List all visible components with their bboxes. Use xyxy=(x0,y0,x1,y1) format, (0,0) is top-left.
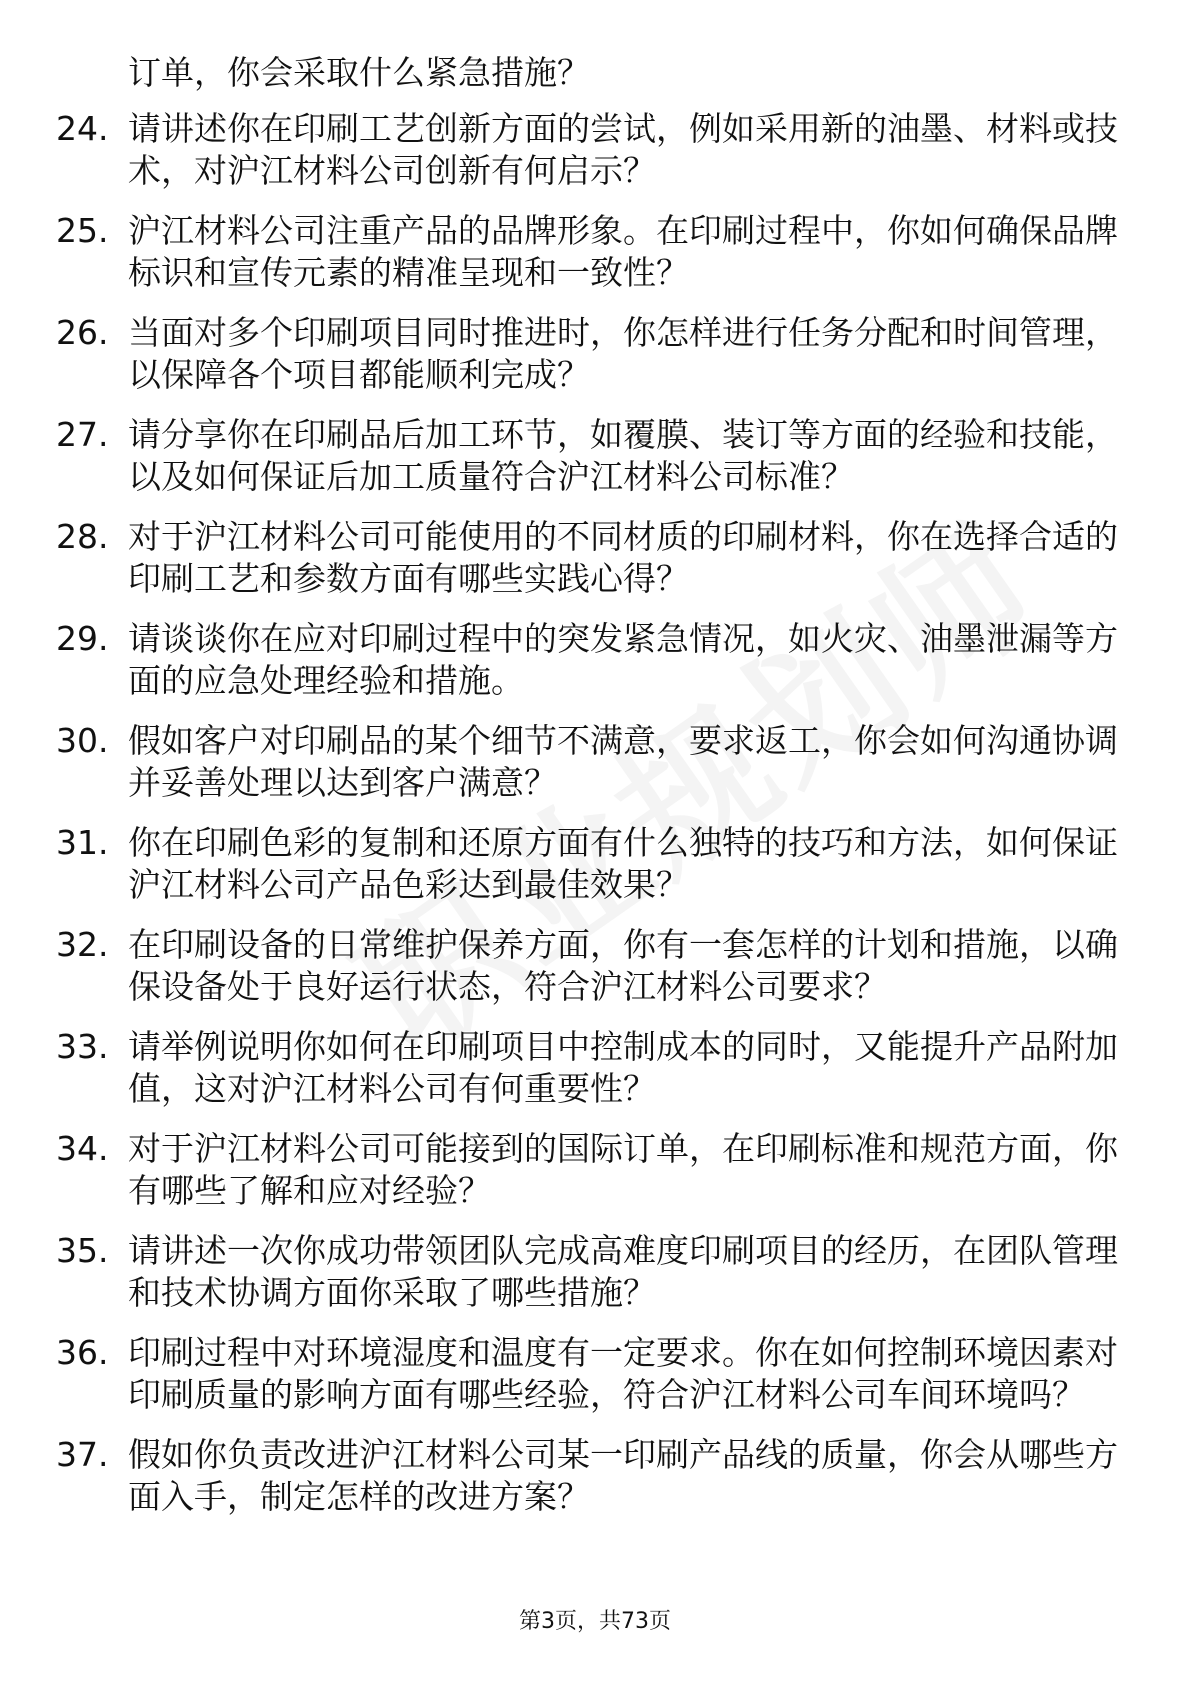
question-number: 29. xyxy=(56,619,109,658)
continued-question-text: 订单，你会采取什么紧急措施？ xyxy=(128,53,590,92)
question-item xyxy=(56,414,1136,498)
question-text: 请举例说明你如何在印刷项目中控制成本的同时，又能提升产品附加值，这对沪江材料公司有何重要性？ xyxy=(128,1027,1118,1108)
question-number: 36. xyxy=(56,1333,109,1372)
question-text: 请讲述你在印刷工艺创新方面的尝试，例如采用新的油墨、材料或技术，对沪江材料公司创新有何启示？ xyxy=(128,109,1118,190)
question-item xyxy=(56,924,1136,1008)
question-item xyxy=(56,618,1136,702)
question-item xyxy=(56,822,1136,906)
question-item xyxy=(56,312,1136,396)
question-number: 32. xyxy=(56,925,109,964)
question-text: 对于沪江材料公司可能接到的国际订单，在印刷标准和规范方面，你有哪些了解和应对经验？ xyxy=(128,1129,1118,1210)
question-text: 请分享你在印刷品后加工环节，如覆膜、装订等方面的经验和技能，以及如何保证后加工质量符合沪江材料公司标准？ xyxy=(128,415,1118,496)
question-number: 33. xyxy=(56,1027,109,1066)
question-number: 24. xyxy=(56,109,109,148)
question-item xyxy=(56,720,1136,804)
question-text: 请讲述一次你成功带领团队完成高难度印刷项目的经历，在团队管理和技术协调方面你采取了哪些措施？ xyxy=(128,1231,1118,1312)
question-item xyxy=(56,108,1136,192)
question-item xyxy=(56,1434,1136,1518)
question-text: 沪江材料公司注重产品的品牌形象。在印刷过程中，你如何确保品牌标识和宣传元素的精准呈现和一致性？ xyxy=(128,211,1118,292)
question-number: 31. xyxy=(56,823,109,862)
question-text: 当面对多个印刷项目同时推进时，你怎样进行任务分配和时间管理，以保障各个项目都能顺利完成？ xyxy=(128,313,1118,394)
question-item xyxy=(56,1128,1136,1212)
question-list xyxy=(56,108,1136,1536)
question-item xyxy=(56,1332,1136,1416)
question-number: 25. xyxy=(56,211,109,250)
question-number: 34. xyxy=(56,1129,109,1168)
question-number: 28. xyxy=(56,517,109,556)
question-text: 对于沪江材料公司可能使用的不同材质的印刷材料，你在选择合适的印刷工艺和参数方面有哪些实践心得？ xyxy=(128,517,1118,598)
question-text: 在印刷设备的日常维护保养方面，你有一套怎样的计划和措施，以确保设备处于良好运行状态，符合沪江材料公司要求？ xyxy=(128,925,1118,1006)
question-text: 印刷过程中对环境湿度和温度有一定要求。你在如何控制环境因素对印刷质量的影响方面有哪些经验，符合沪江材料公司车间环境吗？ xyxy=(128,1333,1118,1414)
question-text: 请谈谈你在应对印刷过程中的突发紧急情况，如火灾、油墨泄漏等方面的应急处理经验和措施。 xyxy=(128,619,1118,700)
question-number: 37. xyxy=(56,1435,109,1474)
question-text: 你在印刷色彩的复制和还原方面有什么独特的技巧和方法，如何保证沪江材料公司产品色彩达到最佳效果？ xyxy=(128,823,1118,904)
question-number: 30. xyxy=(56,721,109,760)
question-number: 27. xyxy=(56,415,109,454)
question-item xyxy=(56,210,1136,294)
question-item xyxy=(56,516,1136,600)
question-number: 26. xyxy=(56,313,109,352)
question-item xyxy=(56,1230,1136,1314)
question-text: 假如你负责改进沪江材料公司某一印刷产品线的质量，你会从哪些方面入手，制定怎样的改进方案？ xyxy=(128,1435,1118,1516)
question-text: 假如客户对印刷品的某个细节不满意，要求返工，你会如何沟通协调并妥善处理以达到客户满意？ xyxy=(128,721,1118,802)
page-footer: 第3页，共73页 xyxy=(519,1609,671,1634)
question-number: 35. xyxy=(56,1231,109,1270)
question-item xyxy=(56,1026,1136,1110)
